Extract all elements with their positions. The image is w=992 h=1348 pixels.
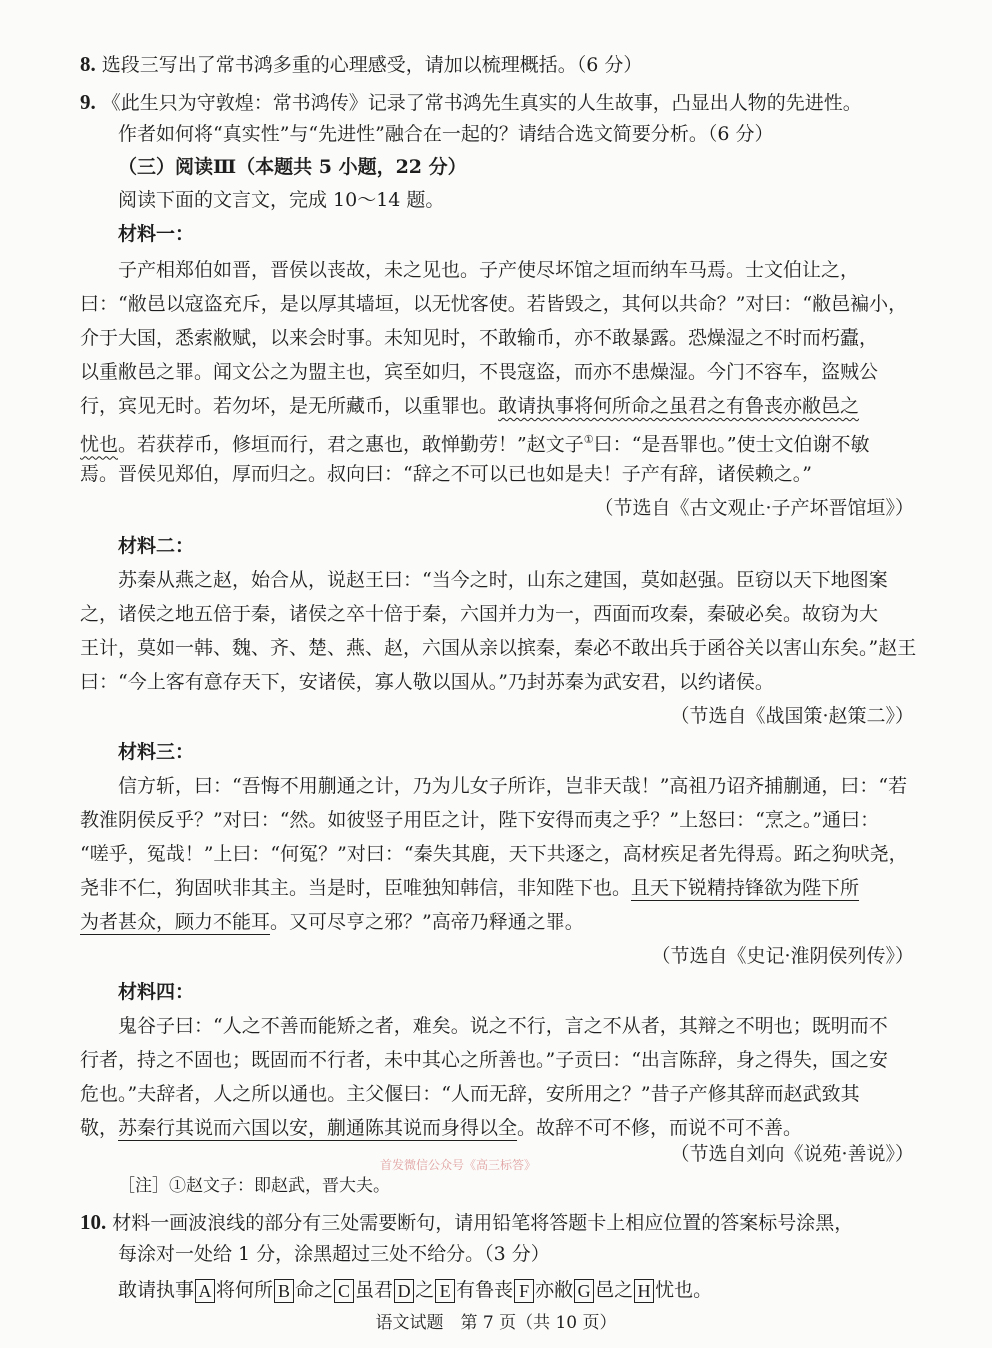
material-2-line: 王计，莫如一韩、魏、齐、楚、燕、赵，六国从亲以摈秦，秦必不敢出兵于函谷关以害山东矣。”赵王 [80, 637, 917, 659]
footnote-marker: ① [583, 433, 594, 446]
option-text: 敢请执事 [118, 1279, 195, 1301]
page-footer: 语文试题 第 7 页（共 10 页） [375, 1313, 617, 1333]
punctuation-options [118, 1276, 712, 1304]
footnote: ［注］①赵文子：即赵武，晋大夫。 [118, 1176, 390, 1196]
material-3-line: 教淮阴侯反乎？”对曰：“然。如彼竖子用臣之计，陛下安得而夷之乎？”上怒曰：“烹之。”通曰： [80, 809, 880, 831]
option-box-c[interactable]: C [334, 1279, 354, 1303]
watermark-stamp: 首发微信公众号《高三标答》 [380, 1158, 537, 1172]
material-1-line: 子产相郑伯如晋，晋侯以丧故，未之见也。子产使尽坏馆之垣而纳车马焉。士文伯让之， [118, 259, 860, 281]
material-4-text: 敬， [80, 1117, 119, 1139]
material-1-text: 。若获荐币，修垣而行，君之惠也，敢惮勤劳！”赵文子 [118, 433, 584, 456]
option-box-a[interactable]: A [195, 1279, 215, 1303]
option-text: 邑之 [595, 1279, 634, 1301]
option-text: 亦敝 [535, 1279, 574, 1301]
material-1-text: 行，宾见无时。若勿坏，是无所藏币，以重罪也。 [80, 395, 499, 417]
material-4-source: （节选自刘向《说苑·善说》） [670, 1143, 914, 1165]
section-heading: （三）阅读Ⅲ（本题共 5 小题，22 分） [118, 156, 467, 178]
material-4-text: 。故辞不可不修，而说不可不善。 [517, 1117, 803, 1139]
material-1-line: 焉。晋侯见郑伯，厚而归之。叔向曰：“辞之不可以已也如是夫！子产有辞，诸侯赖之。” [80, 463, 812, 485]
material-4-line: 鬼谷子曰：“人之不善而能矫之者，难矣。说之不行，言之不从者，其辩之不明也；既明而不 [118, 1015, 888, 1037]
option-box-b[interactable]: B [274, 1279, 294, 1303]
material-3-line [80, 874, 859, 902]
option-text: 有鲁丧 [456, 1279, 514, 1301]
question-8-text: 选段三写出了常书鸿多重的心理感受，请加以梳理概括。（6 分） [101, 54, 643, 76]
wavy-underlined-text: 忧也 [80, 433, 119, 456]
material-1-line [80, 426, 870, 458]
option-box-d[interactable]: D [394, 1279, 414, 1303]
wavy-underlined-text: 敢请执事将何所命之虽君之有鲁丧亦敝邑之 [498, 395, 860, 417]
material-3-source: （节选自《史记·淮阴侯列传》） [651, 945, 914, 967]
material-4-line: 危也。”夫辞者，人之所以通也。主父偃曰：“人而无辞，安所用之？”昔子产修其辞而赵武致其 [80, 1083, 860, 1105]
option-text: 命之 [295, 1279, 334, 1301]
material-2-title: 材料二： [118, 535, 195, 557]
material-1-line: 以重敝邑之罪。闻文公之为盟主也，宾至如归，不畏寇盗，而亦不患燥湿。今门不容车，盗贼公 [80, 361, 879, 383]
material-1-text: 曰：“是吾罪也。”使士文伯谢不敏 [593, 433, 870, 456]
option-box-h[interactable]: H [634, 1279, 654, 1303]
question-10-number: 10. [80, 1210, 107, 1234]
question-10-line2: 每涂对一处给 1 分，涂黑超过三处不给分。（3 分） [118, 1243, 550, 1265]
section-instruction: 阅读下面的文言文，完成 10～14 题。 [118, 189, 445, 211]
material-4-line [80, 1114, 802, 1142]
material-2-line: 之，诸侯之地五倍于秦，诸侯之卒十倍于秦，六国并力为一，西面而攻秦，秦破必矣。故窃为大 [80, 603, 879, 625]
underlined-text: 苏秦行其说而六国以安，蒯通陈其说而身得以全 [118, 1117, 518, 1139]
question-8-number: 8. [80, 52, 96, 76]
question-10-line1 [80, 1208, 853, 1237]
material-3-line: 信方斩，曰：“吾悔不用蒯通之计，乃为儿女子所诈，岂非天哉！”高祖乃诏齐捕蒯通，曰：“若 [118, 775, 908, 797]
question-8 [80, 50, 642, 79]
question-9-text: 《此生只为守敦煌：常书鸿传》记录了常书鸿先生真实的人生故事，凸显出人物的先进性。 [101, 92, 862, 114]
question-9-line2: 作者如何将“真实性”与“先进性”融合在一起的？请结合选文简要分析。（6 分） [118, 123, 774, 145]
material-3-line: “嗟乎，冤哉！”上曰：“何冤？”对曰：“秦失其鹿，天下共逐之，高材疾足者先得焉。跖之狗吠尧， [80, 843, 908, 865]
material-4-title: 材料四： [118, 981, 195, 1003]
underlined-text: 为者甚众，顾力不能耳 [80, 911, 271, 933]
option-text: 虽君 [355, 1279, 394, 1301]
option-text: 之 [415, 1279, 435, 1301]
material-1-line [80, 392, 859, 420]
material-2-line: 曰：“今上客有意存天下，安诸侯，寡人敬以国从。”乃封苏秦为武安君，以约诸侯。 [80, 671, 774, 693]
material-3-text: 。又可尽亨之邪？”高帝乃释通之罪。 [270, 911, 584, 933]
option-text: 忧也。 [655, 1279, 713, 1301]
material-1-line: 曰：“敝邑以寇盗充斥，是以厚其墙垣，以无忧客使。若皆毁之，其何以共命？”对曰：“敝邑褊小， [80, 293, 908, 315]
material-1-line: 介于大国，悉索敝赋，以来会时事。未知见时，不敢输币，亦不敢暴露。恐燥湿之不时而朽蠹， [80, 327, 879, 349]
underlined-text: 且天下锐精持锋欲为陛下所 [631, 877, 860, 899]
option-text: 将何所 [216, 1279, 274, 1301]
question-9-number: 9. [80, 90, 96, 114]
option-box-e[interactable]: E [435, 1279, 455, 1303]
material-3-text: 尧非不仁，狗固吠非其主。当是时，臣唯独知韩信，非知陛下也。 [80, 877, 632, 899]
material-4-line: 行者，持之不固也；既固而不行者，未中其心之所善也。”子贡曰：“出言陈辞，身之得失，国之安 [80, 1049, 888, 1071]
material-2-line: 苏秦从燕之赵，始合从，说赵王曰：“当今之时，山东之建国，莫如赵强。臣窃以天下地图案 [118, 569, 888, 591]
material-1-title: 材料一： [118, 223, 195, 245]
material-1-source: （节选自《古文观止·子产坏晋馆垣》） [594, 497, 914, 519]
material-2-source: （节选自《战国策·赵策二》） [670, 705, 914, 727]
option-box-f[interactable]: F [514, 1279, 534, 1303]
question-10-text: 材料一画波浪线的部分有三处需要断句，请用铅笔将答题卡上相应位置的答案标号涂黑， [112, 1212, 854, 1234]
question-9-line1 [80, 88, 862, 117]
option-box-g[interactable]: G [574, 1279, 594, 1303]
material-3-title: 材料三： [118, 741, 195, 763]
material-3-line [80, 908, 584, 936]
